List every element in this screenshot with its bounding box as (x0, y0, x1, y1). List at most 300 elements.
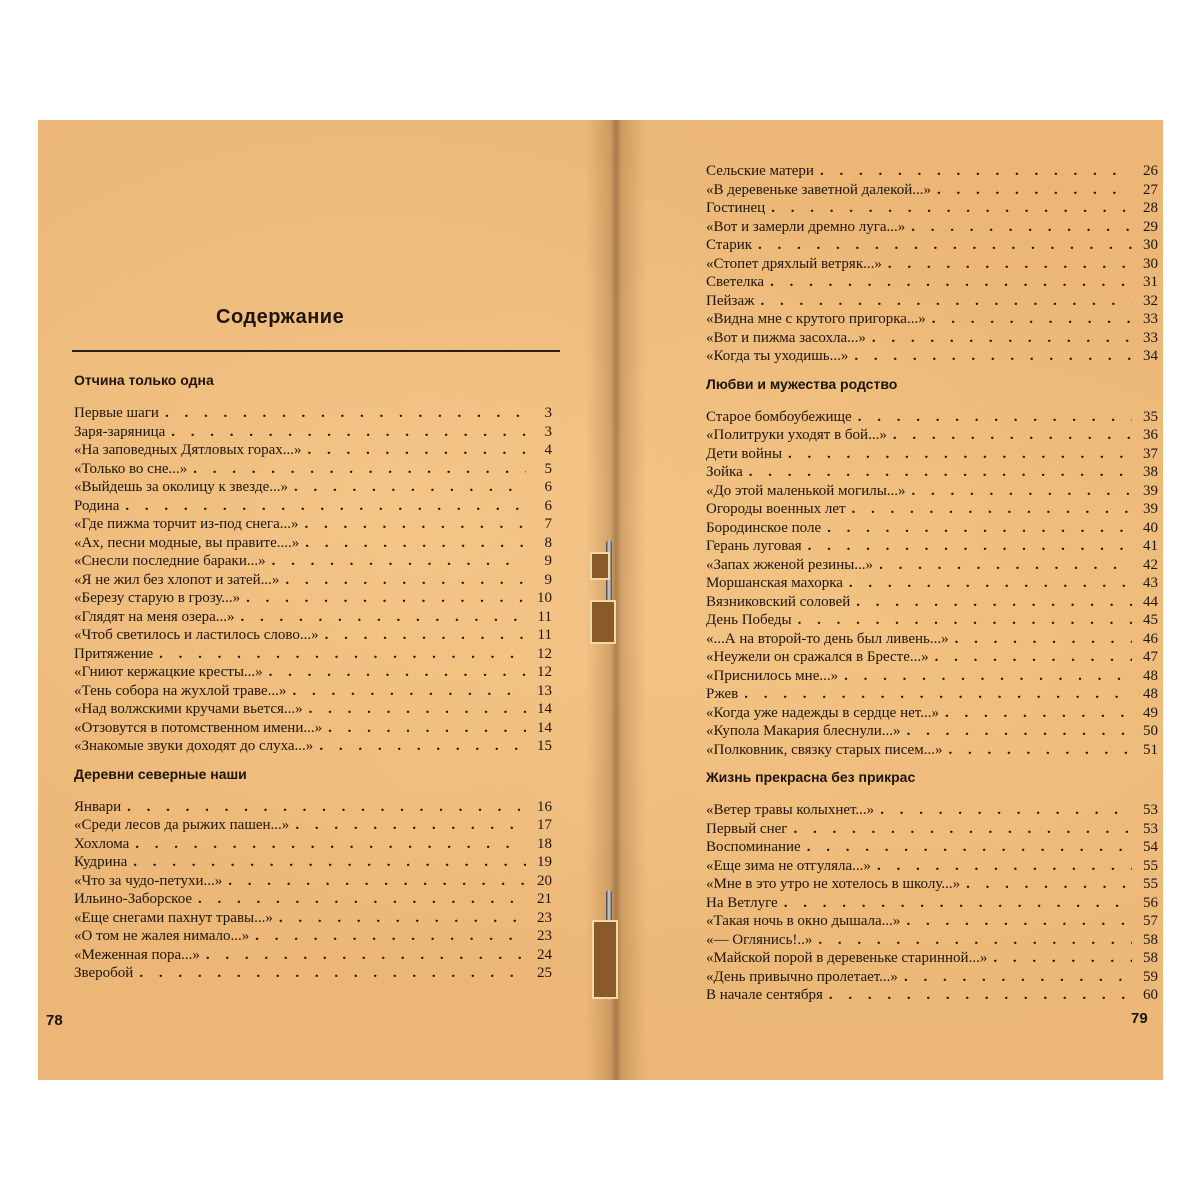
toc-entry (74, 872, 552, 891)
section-heading: Любви и мужества родство (706, 375, 898, 392)
toc-entry (706, 986, 1158, 1005)
toc-entry (74, 682, 552, 701)
toc-entry (706, 838, 1158, 857)
toc-entry (706, 630, 1158, 649)
entry-page-number: 48 (1143, 667, 1158, 684)
entry-page-number: 41 (1143, 538, 1158, 554)
toc-entry (706, 820, 1158, 839)
dot-leader (228, 872, 526, 891)
entry-title: На Ветлуге (706, 894, 778, 911)
entry-title: «Запах жженой резины...» (706, 556, 874, 573)
toc-entry (706, 537, 1158, 556)
toc-entry (74, 645, 552, 664)
dot-leader (912, 482, 1132, 501)
entry-title: «Еще зима не отгуляла...» (706, 857, 871, 874)
entry-page-number: 33 (1143, 311, 1158, 327)
entry-page-number: 24 (537, 946, 552, 963)
dot-leader (872, 329, 1132, 348)
entry-title: «В деревеньке заветной далекой...» (706, 181, 932, 198)
entry-page-number: 60 (1143, 987, 1158, 1003)
entry-title: «Когда ты уходишь...» (706, 348, 849, 364)
dot-leader (133, 853, 526, 872)
entry-title: Дети войны (706, 445, 783, 462)
entry-page-number: 44 (1143, 593, 1158, 610)
toc-entry (74, 737, 552, 756)
toc-entry (706, 875, 1158, 894)
toc-section (706, 162, 1158, 366)
toc-entry (706, 218, 1158, 237)
dot-leader (760, 292, 1132, 311)
entry-page-number: 33 (1143, 329, 1158, 346)
toc-entry (706, 519, 1158, 538)
entry-page-number: 59 (1143, 968, 1158, 985)
entry-page-number: 55 (1143, 876, 1158, 892)
entry-page-number: 51 (1143, 741, 1158, 758)
dot-leader (758, 236, 1132, 255)
right-table-of-contents (706, 162, 1158, 1005)
toc-entry (706, 162, 1158, 181)
entry-page-number: 23 (537, 928, 552, 944)
entry-title: «Отзовутся в потомственном имени...» (74, 719, 323, 736)
dot-leader (827, 519, 1132, 538)
toc-entry (74, 946, 552, 965)
entry-page-number: 55 (1143, 857, 1158, 874)
entry-title: Зойка (706, 464, 743, 480)
left-page (38, 120, 586, 1080)
entry-title: Вязниковский соловей (706, 593, 851, 610)
dot-leader (793, 820, 1132, 839)
dot-leader (880, 801, 1132, 820)
entry-title: «Неужели он сражался в Бресте...» (706, 649, 929, 665)
entry-title: Притяжение (74, 645, 154, 662)
entry-page-number: 13 (537, 682, 552, 699)
section-heading: Деревни северные наши (74, 765, 247, 782)
dot-leader (139, 964, 526, 983)
dot-leader (272, 552, 526, 571)
entry-title: «Среди лесов да рыжих пашен...» (74, 817, 290, 833)
toc-entry (74, 441, 552, 460)
entry-title: «Приснилось мне...» (706, 667, 839, 684)
dot-leader (932, 310, 1132, 329)
dot-leader (948, 741, 1132, 760)
entry-page-number: 23 (537, 909, 552, 926)
dot-leader (165, 404, 526, 423)
toc-entry (74, 663, 552, 682)
dot-leader (305, 515, 527, 534)
entry-page-number: 30 (1143, 255, 1158, 272)
entry-page-number: 47 (1143, 649, 1158, 665)
entry-title: «Политруки уходят в бой...» (706, 427, 887, 443)
page-tear (592, 920, 618, 999)
entry-title: «Еще снегами пахнут травы...» (74, 909, 273, 926)
entry-page-number: 39 (1143, 482, 1158, 499)
dot-leader (771, 199, 1132, 218)
dot-leader (844, 667, 1132, 686)
entry-title: Первые шаги (74, 405, 159, 421)
entry-page-number: 11 (537, 627, 552, 643)
dot-leader (854, 347, 1132, 366)
entry-page-number: 20 (537, 872, 552, 889)
dot-leader (955, 630, 1132, 649)
right-page (646, 120, 1163, 1080)
entry-page-number: 37 (1143, 445, 1158, 462)
toc-entry (74, 719, 552, 738)
dot-leader (127, 798, 526, 817)
toc-entry (706, 667, 1158, 686)
entry-page-number: 30 (1143, 237, 1158, 253)
entry-title: «Березу старую в грозу...» (74, 590, 241, 606)
dot-leader (308, 441, 527, 460)
dot-leader (879, 556, 1132, 575)
dot-leader (945, 704, 1132, 723)
dot-leader (966, 875, 1132, 894)
entry-title: Зверобой (74, 965, 134, 981)
entry-title: День Победы (706, 612, 792, 628)
entry-page-number: 26 (1143, 163, 1158, 179)
toc-entry (706, 556, 1158, 575)
toc-entry (706, 949, 1158, 968)
entry-title: «Вот и замерли дремно луга...» (706, 218, 906, 235)
entry-page-number: 39 (1143, 501, 1158, 517)
dot-leader (788, 445, 1132, 464)
toc-entry (706, 500, 1158, 519)
entry-page-number: 38 (1143, 464, 1158, 480)
title-divider (72, 350, 560, 352)
entry-page-number: 54 (1143, 839, 1158, 855)
toc-entry (74, 626, 552, 645)
toc-entry (74, 589, 552, 608)
dot-leader (285, 571, 526, 590)
dot-leader (770, 273, 1132, 292)
entry-title: «Знакомые звуки доходят до слуха...» (74, 738, 314, 754)
toc-entry (74, 890, 552, 909)
entry-page-number: 34 (1143, 348, 1158, 364)
toc-entry (74, 515, 552, 534)
entry-page-number: 17 (537, 817, 552, 833)
entry-title: «Вот и пижма засохла...» (706, 329, 866, 346)
entry-title: Кудрина (74, 854, 128, 870)
dot-leader (135, 835, 526, 854)
entry-title: «Гниют кержацкие кресты...» (74, 664, 263, 680)
toc-entry (74, 608, 552, 627)
toc-entry (706, 801, 1158, 820)
toc-entry (706, 593, 1158, 612)
entry-page-number: 16 (537, 798, 552, 815)
entry-title: Родина (74, 497, 120, 514)
dot-leader (784, 894, 1132, 913)
entry-page-number: 48 (1143, 686, 1158, 702)
dot-leader (877, 857, 1132, 876)
entry-title: Пейзаж (706, 292, 755, 309)
toc-entry (706, 482, 1158, 501)
toc-entry (74, 909, 552, 928)
entry-title: «Чтоб светилось и ластилось слово...» (74, 627, 319, 643)
entry-page-number: 40 (1143, 519, 1158, 536)
entry-title: Ржев (706, 686, 739, 702)
entry-page-number: 53 (1143, 820, 1158, 837)
toc-entry (74, 853, 552, 872)
entry-page-number: 45 (1143, 612, 1158, 628)
entry-page-number: 36 (1143, 427, 1158, 443)
page-number-left: 78 (46, 1012, 63, 1029)
toc-entry (706, 857, 1158, 876)
dot-leader (849, 574, 1132, 593)
toc-entry (706, 181, 1158, 200)
entry-page-number: 3 (544, 423, 552, 440)
entry-title: «Где пижма торчит из-под снега...» (74, 516, 299, 532)
entry-title: Ильино-Заборское (74, 891, 193, 907)
entry-title: «Стопет дряхлый ветряк...» (706, 255, 882, 272)
toc-entry (74, 835, 552, 854)
toc-section (706, 767, 1158, 1005)
toc-entry (706, 255, 1158, 274)
entry-title: «Такая ночь в окно дышала...» (706, 913, 901, 929)
dot-leader (171, 423, 526, 442)
entry-page-number: 15 (537, 738, 552, 754)
entry-page-number: 14 (537, 719, 552, 736)
dot-leader (937, 181, 1132, 200)
dot-leader (907, 722, 1132, 741)
section-heading: Жизнь прекрасна без прикрас (706, 769, 916, 785)
entry-page-number: 56 (1143, 894, 1158, 911)
entry-title: «...А на второй-то день был ливень...» (706, 630, 949, 647)
entry-page-number: 18 (537, 835, 552, 852)
toc-entry (706, 329, 1158, 348)
dot-leader (818, 931, 1132, 950)
entry-title: Сельские матери (706, 163, 814, 179)
entry-page-number: 58 (1143, 950, 1158, 966)
dot-leader (269, 663, 526, 682)
toc-entry (706, 236, 1158, 255)
entry-title: Заря-заряница (74, 423, 166, 440)
toc-section (74, 370, 552, 756)
dot-leader (911, 218, 1132, 237)
entry-page-number: 8 (544, 534, 552, 551)
entry-title: Герань луговая (706, 538, 802, 554)
dot-leader (858, 408, 1132, 427)
entry-page-number: 9 (544, 553, 552, 569)
entry-page-number: 49 (1143, 704, 1158, 721)
entry-page-number: 3 (544, 405, 552, 421)
toc-entry (74, 423, 552, 442)
entry-title: «Тень собора на жухлой траве...» (74, 682, 287, 699)
entry-title: «Снесли последние бараки...» (74, 553, 266, 569)
toc-entry (74, 964, 552, 983)
dot-leader (241, 608, 526, 627)
entry-page-number: 58 (1143, 931, 1158, 948)
dot-leader (294, 478, 526, 497)
entry-page-number: 10 (537, 590, 552, 606)
section-heading: Отчина только одна (74, 372, 214, 388)
toc-entry (74, 927, 552, 946)
dot-leader (328, 719, 526, 738)
entry-title: Хохлома (74, 835, 130, 852)
entry-title: «Только во сне...» (74, 460, 188, 477)
entry-page-number: 7 (544, 516, 552, 532)
dot-leader (309, 700, 526, 719)
dot-leader (319, 737, 526, 756)
toc-entry (74, 460, 552, 479)
dot-leader (279, 909, 526, 928)
entry-title: «На заповедных Дятловых горах...» (74, 442, 302, 458)
toc-entry (706, 912, 1158, 931)
toc-entry (706, 408, 1158, 427)
entry-title: «Что за чудо-петухи...» (74, 872, 223, 889)
entry-title: «Выйдешь за околицу к звезде...» (74, 479, 288, 495)
entry-page-number: 14 (537, 701, 552, 717)
toc-entry (706, 741, 1158, 760)
entry-page-number: 11 (537, 608, 552, 625)
dot-leader (829, 986, 1132, 1005)
dot-leader (856, 593, 1132, 612)
entry-title: «Полковник, связку старых писем...» (706, 741, 943, 758)
dot-leader (159, 645, 526, 664)
entry-title: «О том не жалея нимало...» (74, 928, 250, 944)
entry-page-number: 5 (544, 460, 552, 477)
entry-title: Огороды военных лет (706, 501, 846, 517)
entry-page-number: 25 (537, 965, 552, 981)
entry-title: «Глядят на меня озера...» (74, 608, 235, 625)
entry-page-number: 9 (544, 571, 552, 588)
entry-title: Моршанская махорка (706, 575, 843, 591)
dot-leader (749, 463, 1132, 482)
entry-page-number: 42 (1143, 556, 1158, 573)
toc-entry (706, 463, 1158, 482)
entry-title: Светелка (706, 274, 765, 290)
entry-title: Первый снег (706, 820, 788, 837)
dot-leader (808, 537, 1132, 556)
toc-entry (706, 445, 1158, 464)
entry-title: Январи (74, 798, 122, 815)
entry-page-number: 12 (537, 645, 552, 662)
entry-title: Старое бомбоубежище (706, 408, 852, 425)
toc-entry (74, 478, 552, 497)
dot-leader (206, 946, 526, 965)
toc-entry (706, 199, 1158, 218)
dot-leader (193, 460, 526, 479)
entry-page-number: 6 (544, 497, 552, 514)
entry-title: «День привычно пролетает...» (706, 968, 898, 985)
entry-title: В начале сентября (706, 987, 823, 1003)
toc-entry (706, 704, 1158, 723)
dot-leader (888, 255, 1132, 274)
entry-title: «Купола Макария блеснули...» (706, 723, 901, 739)
toc-section (706, 374, 1158, 760)
entry-page-number: 4 (544, 442, 552, 458)
dot-leader (904, 968, 1132, 987)
dot-leader (255, 927, 526, 946)
dot-leader (305, 534, 526, 553)
entry-title: «Когда уже надежды в сердце нет...» (706, 704, 939, 721)
toc-entry (74, 798, 552, 817)
dot-leader (744, 685, 1132, 704)
entry-page-number: 21 (537, 891, 552, 907)
toc-entry (706, 292, 1158, 311)
entry-title: «— Оглянись!..» (706, 931, 813, 948)
toc-entry (706, 574, 1158, 593)
dot-leader (820, 162, 1132, 181)
entry-page-number: 19 (537, 854, 552, 870)
toc-entry (706, 310, 1158, 329)
entry-page-number: 53 (1143, 802, 1158, 818)
entry-page-number: 50 (1143, 723, 1158, 739)
entry-title: Гостинец (706, 200, 766, 216)
entry-page-number: 28 (1143, 200, 1158, 216)
book-spread (38, 120, 1163, 1080)
toc-entry (706, 894, 1158, 913)
page-tear (590, 600, 616, 644)
contents-title: Содержание (216, 306, 345, 328)
entry-page-number: 27 (1143, 181, 1158, 198)
toc-entry (74, 816, 552, 835)
entry-page-number: 35 (1143, 408, 1158, 425)
entry-page-number: 43 (1143, 575, 1158, 591)
entry-title: Воспоминание (706, 839, 801, 855)
left-table-of-contents (74, 370, 552, 983)
dot-leader (325, 626, 526, 645)
dot-leader (292, 682, 526, 701)
dot-leader (798, 611, 1132, 630)
dot-leader (893, 426, 1132, 445)
page-tear (590, 552, 610, 580)
dot-leader (125, 497, 526, 516)
toc-entry (74, 534, 552, 553)
dot-leader (935, 648, 1132, 667)
entry-page-number: 29 (1143, 218, 1158, 235)
entry-page-number: 32 (1143, 292, 1158, 309)
dot-leader (198, 890, 526, 909)
entry-title: «Над волжскими кручами вьется...» (74, 701, 303, 717)
dot-leader (993, 949, 1132, 968)
toc-entry (706, 347, 1158, 366)
toc-entry (74, 700, 552, 719)
page-number-right: 79 (1131, 1010, 1148, 1027)
entry-page-number: 6 (544, 479, 552, 495)
entry-title: «Меженная пора...» (74, 946, 200, 963)
toc-entry (706, 931, 1158, 950)
entry-page-number: 57 (1143, 913, 1158, 929)
dot-leader (807, 838, 1132, 857)
toc-entry (706, 722, 1158, 741)
entry-title: «Я не жил без хлопот и затей...» (74, 571, 280, 588)
toc-entry (706, 611, 1158, 630)
entry-title: «Майской порой в деревеньке старинной...» (706, 950, 988, 966)
entry-page-number: 46 (1143, 630, 1158, 647)
entry-title: «До этой маленькой могилы...» (706, 482, 906, 499)
entry-title: «Ах, песни модные, вы правите....» (74, 534, 300, 551)
entry-title: «Мне в это утро не хотелось в школу...» (706, 876, 961, 892)
dot-leader (852, 500, 1132, 519)
toc-section (74, 764, 552, 983)
entry-page-number: 31 (1143, 274, 1158, 290)
toc-entry (74, 552, 552, 571)
toc-entry (706, 968, 1158, 987)
toc-entry (74, 497, 552, 516)
toc-entry (74, 404, 552, 423)
toc-entry (706, 426, 1158, 445)
entry-title: «Ветер травы колыхнет...» (706, 802, 875, 818)
toc-entry (706, 648, 1158, 667)
toc-entry (706, 685, 1158, 704)
entry-title: Бородинское поле (706, 519, 822, 536)
dot-leader (906, 912, 1132, 931)
entry-title: «Видна мне с крутого пригорка...» (706, 311, 926, 327)
dot-leader (246, 589, 526, 608)
entry-title: Старик (706, 237, 753, 253)
toc-entry (706, 273, 1158, 292)
dot-leader (295, 816, 526, 835)
entry-page-number: 12 (537, 664, 552, 680)
